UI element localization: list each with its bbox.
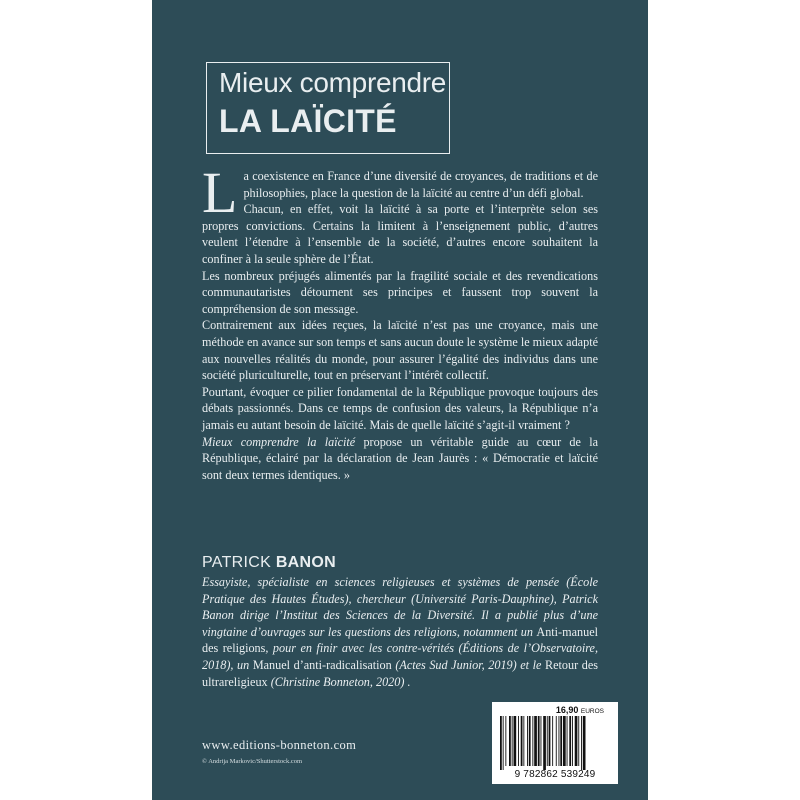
bio-book-1: Anti-manuel des religions: [202, 624, 598, 656]
title-line-1: Mieux comprendre: [219, 67, 447, 98]
photo-credit: © Andrija Markovic/Shutterstock.com: [202, 758, 303, 765]
dropcap: L: [202, 160, 238, 225]
blurb-text: [202, 160, 598, 483]
blurb-paragraph-6: [202, 434, 598, 484]
barcode-icon: [500, 716, 610, 770]
bio-book-3: Retour des ultrareligieux: [202, 657, 598, 689]
book-title-italic: Mieux comprendre la laïcité: [202, 434, 356, 449]
bio-part-4: (Christine Bonneton, 2020) .: [267, 674, 411, 689]
bio-part-2: , pour en finir avec les contre-vérités (Éditions de l’Observatoire, 2018), un: [202, 641, 598, 672]
author-bio: [202, 574, 598, 690]
price: [556, 705, 604, 715]
barcode-box: [492, 702, 618, 784]
price-value: 16,90: [555, 705, 579, 715]
author-first-name: PATRICK: [202, 554, 276, 571]
title-line-2: LA LAÏCITÉ: [219, 103, 397, 139]
blurb-paragraph-2: Chacun, en effet, voit la laïcité à sa porte et l’interprète selon ses propres convictions. Certains la limitent à l’enseignement public, d’autres veulent l’étendre à l’ensemble de la société, d’autres encore souhaitent la confiner à la seule sphère de l’État.: [202, 202, 598, 266]
back-cover: [152, 0, 648, 800]
price-currency: EUROS: [580, 708, 604, 715]
blurb-paragraph-1: [202, 160, 598, 225]
blurb-paragraph-1-text: a coexistence en France d’une diversité de croyances, de traditions et de philosophies, place la question de la laïcité au centre d’un défi global.: [243, 169, 598, 200]
title-box: [206, 62, 450, 154]
bio-part-3: (Actes Sud Junior, 2019) et le: [391, 657, 545, 672]
blurb-paragraph-4: Contrairement aux idées reçues, la laïcité n’est pas une croyance, mais une méthode en avance sur son temps et sans aucun doute le système le mieux adapté aux nouvelles réalités du monde, pour assurer l’égalité des individus dans une société pluriculturelle, tout en préservant l’intérêt collectif.: [202, 318, 598, 383]
blurb-paragraph-3: Les nombreux préjugés alimentés par la fragilité sociale et des revendications communautaristes détournent ses principes et faussent trop souvent la compréhension de son message.: [202, 268, 598, 316]
blurb-paragraph-5: Pourtant, évoquer ce pilier fondamental de la République provoque toujours des débats passionnés. Dans ce temps de confusion des valeurs, la République n’a jamais eu autant besoin de laïcité. Mais de quelle laïcité s’agit-il vraiment ?: [202, 384, 598, 432]
bio-book-2: Manuel d’anti-radicalisation: [252, 657, 392, 672]
publisher-website: www.editions-bonneton.com: [202, 738, 357, 752]
isbn-number: 9 782862 539249: [514, 769, 596, 780]
author-name: [202, 554, 336, 572]
blurb-paragraph-6-text: propose un véritable guide au cœur de la République, éclairé par la déclaration de Jean Jaurès : « Démocratie et laïcité sont deux termes identiques. »: [202, 434, 598, 482]
author-last-name: BANON: [275, 554, 336, 571]
bio-part-1: Essayiste, spécialiste en sciences religieuses et systèmes de pensée (École Pratique des Hautes Études), chercheur (Université Paris-Dauphine), Patrick Banon dirige l’Institut des Sciences de la Diversité. Il a publié plus d’une vingtaine d’ouvrages sur les questions des religions, notamment un: [202, 575, 598, 639]
